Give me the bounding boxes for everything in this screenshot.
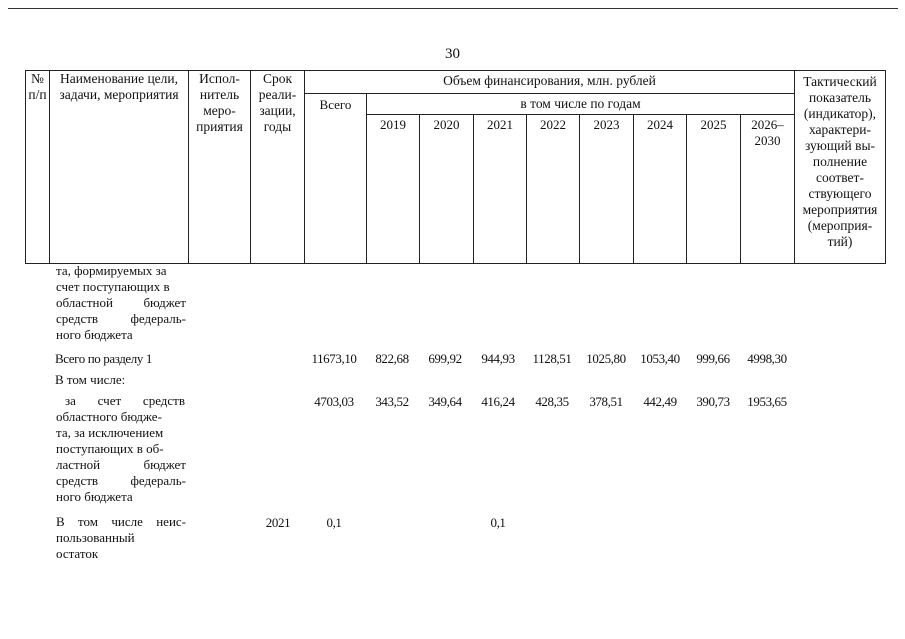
text-line: средств федераль- [56, 311, 186, 326]
value-2019: 822,68 [375, 351, 409, 366]
page-number: 30 [445, 46, 460, 62]
text-line: за счет средств [65, 393, 185, 408]
value-2021: 0,1 [490, 515, 506, 530]
page-top-border [8, 8, 898, 9]
text-line: остаток [56, 546, 99, 561]
value-2021: 416,24 [481, 394, 515, 409]
header-by-years: в том числе по годам [367, 94, 795, 115]
regional-total-sum: 4703,03 [314, 394, 354, 409]
text-line: поступающих в об- [56, 441, 164, 456]
header-executor: Испол-нитель меро-приятия [189, 71, 251, 264]
value-2023: 378,51 [589, 394, 623, 409]
value-2025: 999,66 [696, 351, 730, 366]
unused-term: 2021 [265, 515, 291, 530]
text-line: В том числе неис- [56, 514, 186, 529]
section-total-label: Всего по разделу 1 [55, 351, 152, 366]
header-year-2025: 2025 [687, 115, 741, 264]
text-line: счет поступающих в [56, 279, 170, 294]
header-year-2020: 2020 [420, 115, 474, 264]
value-2021: 944,93 [481, 351, 515, 366]
header-indicator: Тактический показатель (индикатор), характери-зующий вы-полнение соответ-ствующего мероприятия (мероприя-тий) [795, 71, 886, 264]
header-num: № п/п [26, 71, 50, 264]
including-label: В том числе: [55, 372, 126, 387]
value-2026-2030: 4998,30 [747, 351, 787, 366]
text-line: та, формируемых за [56, 263, 167, 278]
value-2023: 1025,80 [586, 351, 626, 366]
value-2020: 349,64 [428, 394, 462, 409]
text-line: средств федераль- [56, 473, 186, 488]
header-year-2022: 2022 [527, 115, 580, 264]
header-term: Срок реали-зации, годы [251, 71, 305, 264]
value-2024: 1053,40 [640, 351, 680, 366]
value-2019: 343,52 [375, 394, 409, 409]
unused-total-sum: 0,1 [326, 515, 342, 530]
text-line: та, за исключением [56, 425, 164, 440]
header-funding: Объем финансирования, млн. рублей [305, 71, 795, 94]
header-total: Всего [305, 94, 367, 264]
header-year-2026-2030: 2026–2030 [741, 115, 795, 264]
value-2025: 390,73 [696, 394, 730, 409]
text-line: ного бюджета [56, 489, 133, 504]
text-line: пользованный [56, 530, 135, 545]
header-year-2024: 2024 [634, 115, 687, 264]
header-year-2021: 2021 [474, 115, 527, 264]
value-2026-2030: 1953,65 [747, 394, 787, 409]
text-line: ного бюджета [56, 327, 133, 342]
value-2022: 428,35 [535, 394, 569, 409]
value-2020: 699,92 [428, 351, 462, 366]
value-2022: 1128,51 [532, 351, 572, 366]
text-line: ластной бюджет [56, 457, 186, 472]
header-year-2023: 2023 [580, 115, 634, 264]
text-line: областной бюджет [56, 295, 186, 310]
section-total-sum: 11673,10 [311, 351, 357, 366]
header-year-2019: 2019 [367, 115, 420, 264]
table-header [25, 70, 886, 264]
value-2024: 442,49 [643, 394, 677, 409]
header-name: Наименование цели, задачи, мероприятия [50, 71, 189, 264]
text-line: областного бюдже- [56, 409, 162, 424]
